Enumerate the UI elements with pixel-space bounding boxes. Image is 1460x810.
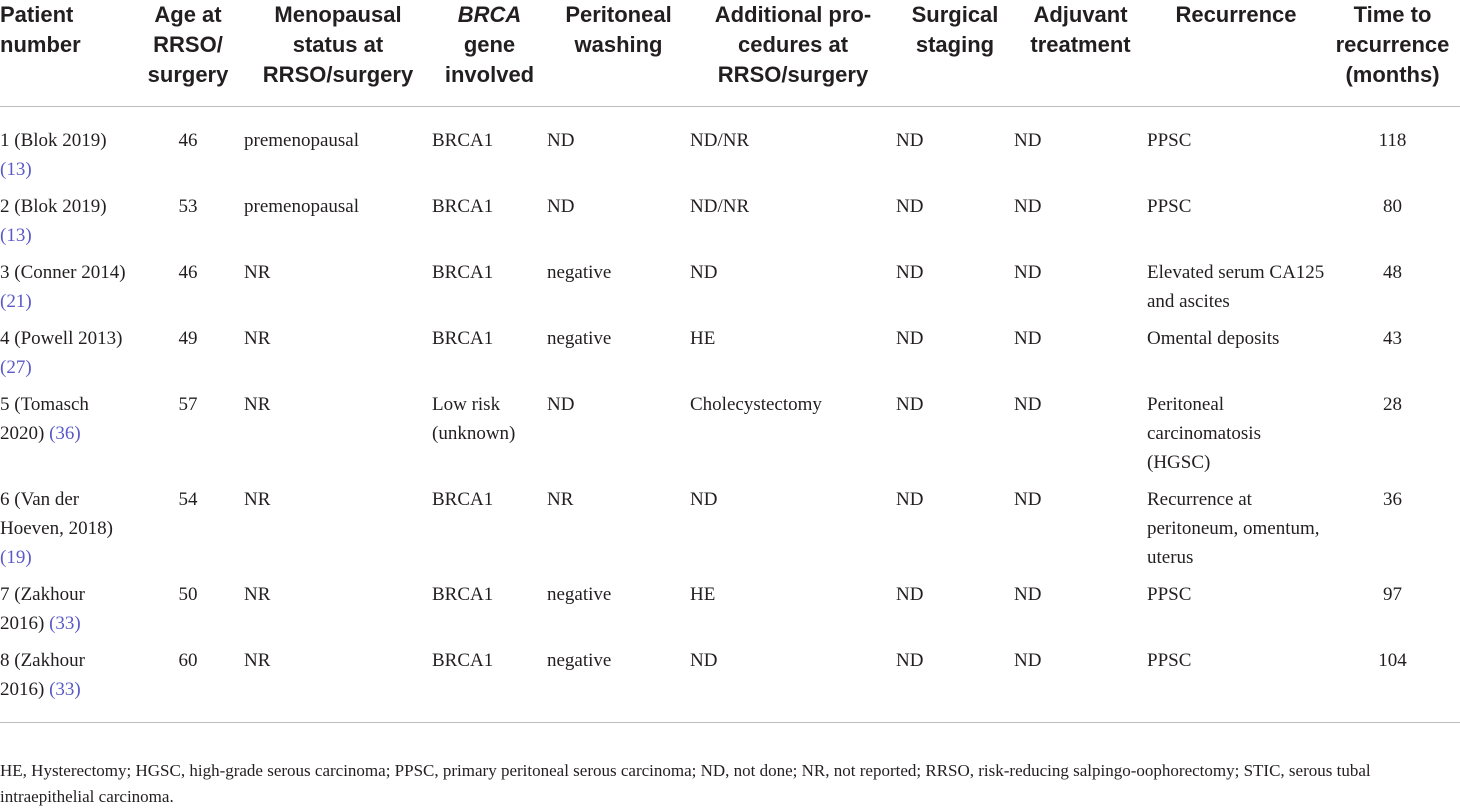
table-row: [0, 485, 1460, 580]
additional-procedures-cell: ND: [690, 646, 896, 723]
adjuvant-treatment-cell: ND: [1014, 489, 1042, 510]
age-cell: 50: [178, 584, 198, 605]
adjuvant-treatment-cell: ND: [1014, 646, 1147, 723]
header-age: Age at RRSO/ surgery: [132, 0, 244, 107]
adjuvant-treatment-cell: ND: [1014, 130, 1042, 151]
peritoneal-washing-cell: negative: [547, 584, 612, 605]
adjuvant-treatment-cell: ND: [1014, 394, 1042, 415]
age-cell: 57: [178, 394, 198, 415]
adjuvant-treatment-cell: ND: [1014, 262, 1042, 283]
additional-procedures-cell: HE: [690, 328, 716, 349]
brca-gene-cell: BRCA1: [432, 328, 494, 349]
reference-link[interactable]: (36): [49, 423, 81, 444]
menopausal-status-cell: premenopausal: [244, 130, 360, 151]
time-to-recurrence-cell: 97: [1383, 584, 1402, 605]
age-cell: 46: [178, 130, 198, 151]
additional-procedures-cell: ND: [690, 262, 718, 283]
reference-link[interactable]: (33): [49, 679, 81, 700]
patient-cell: 1 (Blok 2019) (13): [0, 130, 107, 180]
patient-cell: 7 (Zakhour 2016) (33): [0, 584, 85, 634]
brca-gene-cell: BRCA1: [432, 646, 547, 723]
additional-procedures-cell: HE: [690, 584, 716, 605]
table-row: [0, 107, 1460, 193]
surgical-staging-cell: ND: [896, 130, 924, 151]
adjuvant-treatment-cell: ND: [1014, 328, 1042, 349]
time-to-recurrence-cell: 80: [1383, 196, 1402, 217]
patient-cell: 8 (Zakhour 2016) (33): [0, 646, 132, 723]
menopausal-status-cell: NR: [244, 489, 271, 510]
surgical-staging-cell: ND: [896, 489, 924, 510]
menopausal-status-cell: NR: [244, 646, 432, 723]
recurrence-cell: Recurrence at peritoneum, omentum, uterus: [1147, 489, 1320, 568]
table-row: [0, 390, 1460, 485]
header-additional-procedures: Additional pro- cedures at RRSO/surgery: [690, 0, 896, 107]
table-row: [0, 646, 1460, 723]
additional-procedures-cell: ND: [690, 489, 718, 510]
header-patient-number: Patient number: [0, 0, 132, 107]
additional-procedures-cell: Cholecystectomy: [690, 394, 822, 415]
menopausal-status-cell: premenopausal: [244, 196, 360, 217]
age-cell: 46: [178, 262, 198, 283]
recurrence-cell: Peritoneal carcinomatosis (HGSC): [1147, 394, 1261, 473]
time-to-recurrence-cell: 43: [1383, 328, 1402, 349]
reference-link[interactable]: (13): [0, 225, 32, 246]
patient-cell: 5 (Tomasch 2020) (36): [0, 394, 89, 444]
peritoneal-washing-cell: negative: [547, 646, 690, 723]
brca-gene-cell: BRCA1: [432, 489, 494, 510]
surgical-staging-cell: ND: [896, 328, 924, 349]
peritoneal-washing-cell: ND: [547, 394, 575, 415]
time-to-recurrence-cell: 36: [1383, 489, 1402, 510]
surgical-staging-cell: ND: [896, 584, 924, 605]
age-cell: 54: [178, 489, 198, 510]
header-peritoneal-washing: Peritoneal washing: [547, 0, 690, 107]
time-to-recurrence-cell: 48: [1383, 262, 1402, 283]
header-surgical-staging: Surgical staging: [896, 0, 1014, 107]
recurrence-cell: Elevated serum CA125 and ascites: [1147, 262, 1325, 312]
patient-cell: 2 (Blok 2019) (13): [0, 196, 107, 246]
patient-cell: 3 (Conner 2014) (21): [0, 262, 126, 312]
peritoneal-washing-cell: NR: [547, 489, 574, 510]
peritoneal-washing-cell: negative: [547, 328, 612, 349]
adjuvant-treatment-cell: ND: [1014, 196, 1042, 217]
recurrence-cell: PPSC: [1147, 646, 1325, 723]
menopausal-status-cell: NR: [244, 328, 271, 349]
header-recurrence: Recurrence: [1147, 0, 1325, 107]
header-menopausal-status: Menopausal status at RRSO/surgery: [244, 0, 432, 107]
table-row: [0, 258, 1460, 324]
patient-cell: 6 (Van der Hoeven, 2018) (19): [0, 489, 113, 568]
reference-link[interactable]: (33): [49, 613, 81, 634]
menopausal-status-cell: NR: [244, 262, 271, 283]
header-brca-gene: BRCA gene involved: [432, 0, 547, 107]
recurrence-cell: PPSC: [1147, 584, 1192, 605]
age-cell: 53: [178, 196, 198, 217]
additional-procedures-cell: ND/NR: [690, 196, 750, 217]
brca-gene-cell: BRCA1: [432, 262, 494, 283]
menopausal-status-cell: NR: [244, 584, 271, 605]
table-header: [0, 0, 1460, 107]
additional-procedures-cell: ND/NR: [690, 130, 750, 151]
time-to-recurrence-cell: 118: [1378, 130, 1407, 151]
table-row: [0, 192, 1460, 258]
surgical-staging-cell: ND: [896, 394, 924, 415]
age-cell: 60: [132, 646, 244, 723]
header-time-to-recurrence: Time to recurrence (months): [1325, 0, 1460, 107]
brca-gene-cell: BRCA1: [432, 196, 494, 217]
peritoneal-washing-cell: negative: [547, 262, 612, 283]
surgical-staging-cell: ND: [896, 646, 1014, 723]
reference-link[interactable]: (19): [0, 547, 32, 568]
table-body: [0, 107, 1460, 723]
patient-cell: 4 (Powell 2013) (27): [0, 328, 123, 378]
recurrence-cell: PPSC: [1147, 130, 1192, 151]
reference-link[interactable]: (27): [0, 357, 32, 378]
recurrence-cell: Omental deposits: [1147, 328, 1280, 349]
table-footnote: HE, Hysterectomy; HGSC, high-grade serous carcinoma; PPSC, primary peritoneal serous carcinoma; ND, not done; NR, not reported; RRSO, risk-reducing salpingo-oophorectomy; STIC, serous tubal intraepithelial carcinoma.: [0, 761, 1371, 806]
surgical-staging-cell: ND: [896, 262, 924, 283]
peritoneal-washing-cell: ND: [547, 196, 575, 217]
brca-gene-cell: BRCA1: [432, 584, 494, 605]
brca-gene-cell: Low risk (unknown): [432, 394, 516, 444]
header-adjuvant-treatment: Adjuvant treatment: [1014, 0, 1147, 107]
brca-gene-cell: BRCA1: [432, 130, 494, 151]
peritoneal-washing-cell: ND: [547, 130, 575, 151]
reference-link[interactable]: (21): [0, 291, 32, 312]
recurrence-cell: PPSC: [1147, 196, 1192, 217]
time-to-recurrence-cell: 28: [1383, 394, 1402, 415]
adjuvant-treatment-cell: ND: [1014, 584, 1042, 605]
menopausal-status-cell: NR: [244, 394, 271, 415]
surgical-staging-cell: ND: [896, 196, 924, 217]
reference-link[interactable]: (13): [0, 159, 32, 180]
table-row: [0, 580, 1460, 646]
age-cell: 49: [178, 328, 198, 349]
table-row: [0, 324, 1460, 390]
time-to-recurrence-cell: 104: [1325, 646, 1460, 723]
